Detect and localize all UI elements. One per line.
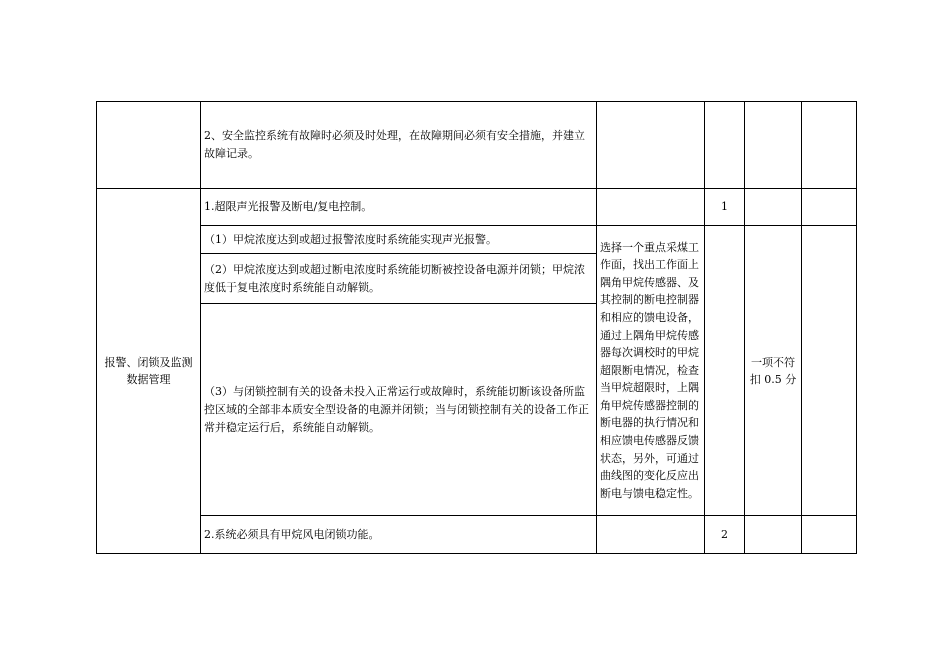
table-row — [97, 189, 857, 226]
table-cell-empty — [597, 102, 705, 189]
table-cell-empty — [802, 226, 857, 516]
table-row — [97, 516, 857, 554]
table-cell-empty — [745, 189, 802, 226]
table-cell-empty — [705, 102, 745, 189]
table-row — [97, 102, 857, 189]
table-cell-empty — [745, 102, 802, 189]
requirement-subitem: （2）甲烷浓度达到或超过断电浓度时系统能切断被控设备电源并闭锁；甲烷浓度低于复电浓度时系统能自动解锁。 — [201, 254, 597, 304]
table-cell-empty — [97, 102, 201, 189]
requirement-text: 2、安全监控系统有故障时必须及时处理，在故障期间必须有安全措施，并建立故障记录。 — [201, 102, 597, 189]
table-row — [97, 226, 857, 254]
requirement-text: 1.超限声光报警及断电/复电控制。 — [201, 189, 597, 226]
deduction-rule-cell: 一项不符扣 0.5 分 — [745, 226, 802, 516]
requirement-subitem: （1）甲烷浓度达到或超过报警浓度时系统能实现声光报警。 — [201, 226, 597, 254]
category-cell: 报警、闭锁及监测数据管理 — [97, 189, 201, 554]
table-cell-empty — [802, 516, 857, 554]
inspection-score-table — [96, 101, 857, 554]
table-cell-empty — [705, 226, 745, 516]
score-value: 1 — [705, 189, 745, 226]
requirement-subitem: （3）与闭锁控制有关的设备未投入正常运行或故障时，系统能切断该设备所监控区域的全部非本质安全型设备的电源并闭锁；当与闭锁控制有关的设备工作正常并稳定运行后，系统能自动解锁。 — [201, 304, 597, 516]
table-cell-empty — [802, 189, 857, 226]
requirement-text: 2.系统必须具有甲烷风电闭锁功能。 — [201, 516, 597, 554]
score-value: 2 — [705, 516, 745, 554]
inspection-method-cell: 选择一个重点采煤工作面，找出工作面上隅角甲烷传感器、及其控制的断电控制器和相应的馈电设备，通过上隅角甲烷传感器每次调校时的甲烷超限断电情况，检查当甲烷超限时，上隅角甲烷传感器控制的断电器的执行情况和相应馈电传感器反馈状态，另外，可通过曲线图的变化反应出断电与馈电稳定性。 — [597, 226, 705, 516]
table-cell-empty — [802, 102, 857, 189]
table-cell-empty — [597, 189, 705, 226]
table-cell-empty — [745, 516, 802, 554]
table-cell-empty — [597, 516, 705, 554]
